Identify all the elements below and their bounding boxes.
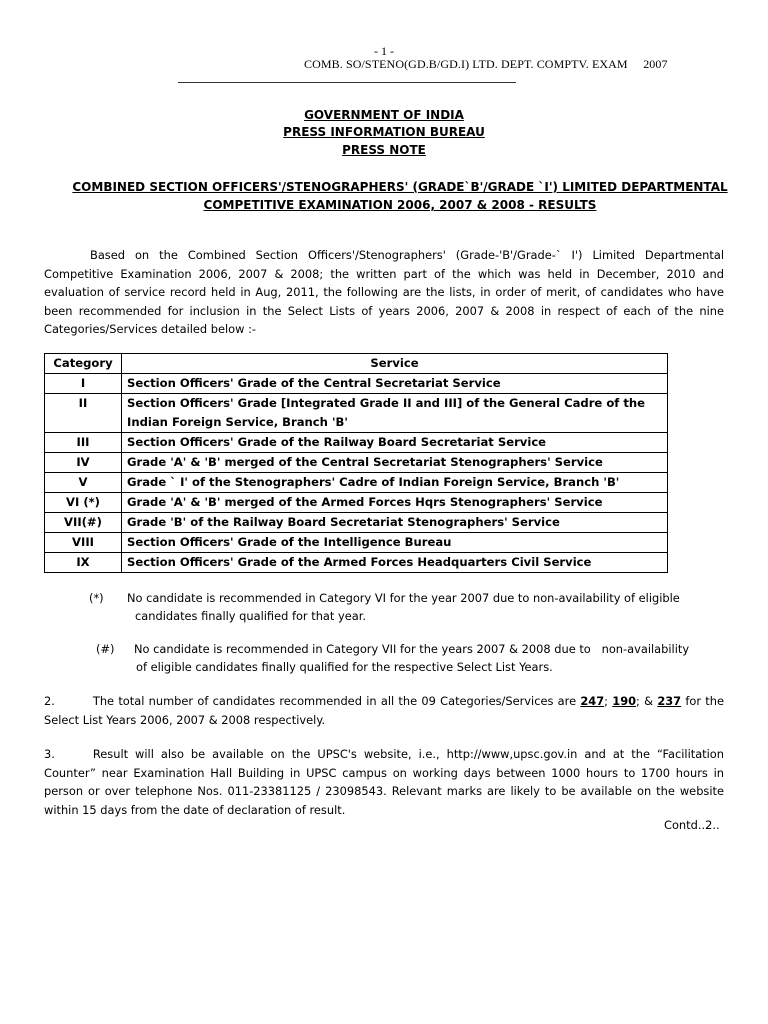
service-cell: Section Officers' Grade of the Central Secretariat Service: [122, 374, 668, 394]
para-3-text: Result will also be available on the UPSC's website, i.e., http://www,upsc.gov.in and at the “Facilitation Counter” near Examination Hall Building in UPSC campus on working days between 1000 hours to 1700 hours in person or over telephone Nos. 011-23381125 / 23098543. Relevant marks are likely to be available on the website within 15 days from the date of declaration of result.: [44, 747, 724, 817]
total-2008: 237: [657, 694, 682, 708]
subject-line-1: COMBINED SECTION OFFICERS'/STENOGRAPHERS' (GRADE`B'/GRADE `I') LIMITED DEPARTMENTAL: [72, 180, 728, 194]
separator: ;: [604, 694, 613, 708]
title-press-note: PRESS NOTE: [342, 143, 426, 157]
service-cell: Grade 'A' & 'B' merged of the Central Secretariat Stenographers' Service: [122, 453, 668, 473]
category-cell: VI (*): [45, 493, 122, 513]
title-government: GOVERNMENT OF INDIA: [304, 108, 464, 122]
service-cell: Section Officers' Grade [Integrated Grade II and III] of the General Cadre of the Indian Foreign Service, Branch 'B': [122, 394, 668, 433]
para-2-text-pre: The total number of candidates recommended in all the 09 Categories/Services are: [92, 694, 581, 708]
paragraph-2: [44, 692, 724, 729]
title-bureau: PRESS INFORMATION BUREAU: [283, 125, 485, 139]
para-2-text-post: for the Select List Years 2006, 2007 & 2008 respectively.: [44, 694, 724, 727]
table-row: [45, 553, 668, 573]
category-cell: IX: [45, 553, 122, 573]
category-cell: VII(#): [45, 513, 122, 533]
table-row: [45, 533, 668, 553]
categories-table: [44, 353, 668, 573]
table-header-row: [45, 354, 668, 374]
para-3-number: 3.: [44, 747, 55, 761]
service-cell: Grade 'B' of the Railway Board Secretariat Stenographers' Service: [122, 513, 668, 533]
service-cell: Section Officers' Grade of the Railway Board Secretariat Service: [122, 433, 668, 453]
note-1-line-1: No candidate is recommended in Category VI for the year 2007 due to non-availability of eligible: [127, 591, 680, 605]
continued-marker: Contd..2..: [664, 818, 720, 832]
service-cell: Grade ` I' of the Stenographers' Cadre of Indian Foreign Service, Branch 'B': [122, 473, 668, 493]
category-cell: I: [45, 374, 122, 394]
note-1-mark: (*): [89, 591, 104, 605]
para-2-number: 2.: [44, 694, 55, 708]
note-category-vii: [96, 640, 736, 680]
note-1-line-2: candidates finally qualified for that year.: [135, 609, 366, 623]
header-rule: [178, 82, 516, 83]
note-2-mark: (#): [96, 642, 115, 656]
paragraph-3: [44, 745, 724, 819]
table-row: [45, 433, 668, 453]
subject-line-2: COMPETITIVE EXAMINATION 2006, 2007 & 2008 - RESULTS: [203, 198, 597, 212]
table-row: [45, 473, 668, 493]
category-cell: VIII: [45, 533, 122, 553]
table-row: [45, 513, 668, 533]
subject-heading: [60, 178, 740, 214]
service-cell: Section Officers' Grade of the Intelligence Bureau: [122, 533, 668, 553]
page-number: - 1 -: [374, 44, 394, 58]
service-cell: Section Officers' Grade of the Armed Forces Headquarters Civil Service: [122, 553, 668, 573]
exam-header: COMB. SO/STENO(GD.B/GD.I) LTD. DEPT. COMPTV. EXAM 2007: [304, 57, 668, 71]
total-2006: 247: [580, 694, 605, 708]
service-cell: Grade 'A' & 'B' merged of the Armed Forces Hqrs Stenographers' Service: [122, 493, 668, 513]
intro-paragraph: [44, 246, 724, 339]
category-cell: IV: [45, 453, 122, 473]
category-cell: V: [45, 473, 122, 493]
category-cell: III: [45, 433, 122, 453]
table-row: [45, 453, 668, 473]
separator: ; &: [636, 694, 658, 708]
header-category: Category: [45, 354, 122, 374]
note-2-line-2: of eligible candidates finally qualified for the respective Select List Years.: [136, 660, 553, 674]
total-2007: 190: [612, 694, 637, 708]
note-2-line-1: No candidate is recommended in Category VII for the years 2007 & 2008 due to non-availability: [134, 642, 690, 656]
header-service: Service: [122, 354, 668, 374]
intro-text: Based on the Combined Section Officers'/Stenographers' (Grade-'B'/Grade-` I') Limited Departmental Competitive Examination 2006, 2007 & 2008; the written part of the which was held in December, 2010 and evaluation of service record held in Aug, 2011, the following are the lists, in order of merit, of candidates who have been recommended for inclusion in the Select Lists of years 2006, 2007 & 2008 in respect of each of the nine Categories/Services detailed below :-: [44, 248, 724, 336]
note-category-vi: [89, 589, 729, 629]
table-row: [45, 493, 668, 513]
table-row: [45, 394, 668, 433]
category-cell: II: [45, 394, 122, 433]
table-row: [45, 374, 668, 394]
